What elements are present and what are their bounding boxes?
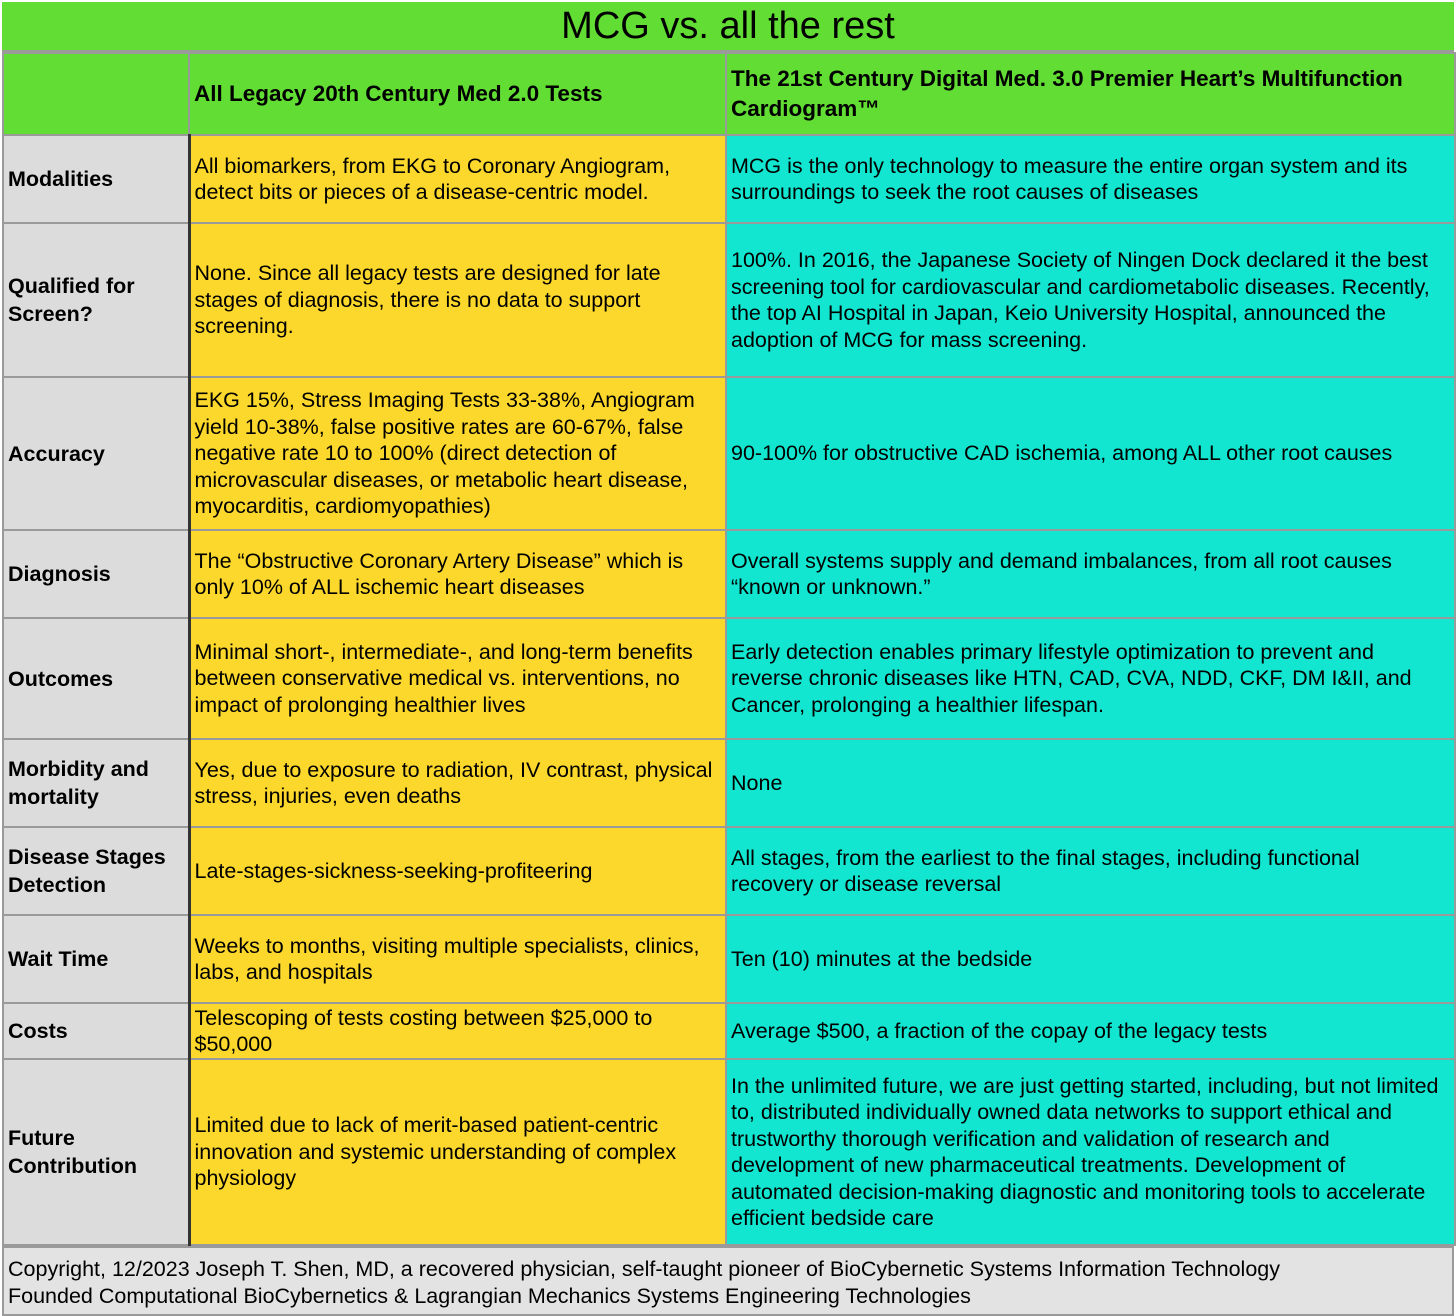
comparison-sheet: [2, 2, 1454, 1312]
table-row: [3, 915, 1455, 1003]
mcg-cell: All stages, from the earliest to the final stages, including functional recovery or disease reversal: [726, 827, 1455, 915]
comparison-table: [2, 52, 1456, 1246]
row-label: Future Contribution: [3, 1059, 189, 1245]
table-row: [3, 530, 1455, 618]
copyright-line: Copyright, 12/2023 Joseph T. Shen, MD, a recovered physician, self-taught pioneer of BioCybernetic Systems Information Technology: [8, 1257, 1280, 1281]
mcg-cell: Ten (10) minutes at the bedside: [726, 915, 1455, 1003]
header-legacy-cell: All Legacy 20th Century Med 2.0 Tests: [189, 53, 726, 135]
row-label: Costs: [3, 1003, 189, 1059]
legacy-cell: Telescoping of tests costing between $25,000 to $50,000: [189, 1003, 726, 1059]
mcg-cell: Overall systems supply and demand imbalances, from all root causes “known or unknown.”: [726, 530, 1455, 618]
title-bar: [2, 2, 1454, 52]
table-header-row: [3, 53, 1455, 135]
table-row: [3, 135, 1455, 223]
legacy-cell: The “Obstructive Coronary Artery Disease” which is only 10% of ALL ischemic heart diseases: [189, 530, 726, 618]
copyright-footer: [2, 1246, 1454, 1316]
legacy-cell: None. Since all legacy tests are designed for late stages of diagnosis, there is no data to support screening.: [189, 223, 726, 377]
row-label: Qualified for Screen?: [3, 223, 189, 377]
mcg-cell: Average $500, a fraction of the copay of the legacy tests: [726, 1003, 1455, 1059]
row-label: Modalities: [3, 135, 189, 223]
row-label: Wait Time: [3, 915, 189, 1003]
legacy-cell: Minimal short-, intermediate-, and long-term benefits between conservative medical vs. interventions, no impact of prolonging healthier lives: [189, 618, 726, 739]
mcg-cell: In the unlimited future, we are just getting started, including, but not limited to, distributed individually owned data networks to support ethical and trustworthy thorough verification and validation of research and development of new pharmaceutical treatments. Development of automated decision-making diagnostic and monitoring tools to accelerate efficient bedside care: [726, 1059, 1455, 1245]
row-label: Disease Stages Detection: [3, 827, 189, 915]
founded-line: Founded Computational BioCybernetics & Lagrangian Mechanics Systems Engineering Technologies: [8, 1284, 971, 1308]
row-label: Diagnosis: [3, 530, 189, 618]
table-row: [3, 618, 1455, 739]
table-row: [3, 1059, 1455, 1245]
page-title: MCG vs. all the rest: [561, 5, 895, 47]
header-label-cell: [3, 53, 189, 135]
legacy-cell: Weeks to months, visiting multiple specialists, clinics, labs, and hospitals: [189, 915, 726, 1003]
row-label: Outcomes: [3, 618, 189, 739]
table-row: [3, 377, 1455, 530]
legacy-cell: Late-stages-sickness-seeking-profiteering: [189, 827, 726, 915]
legacy-cell: Yes, due to exposure to radiation, IV contrast, physical stress, injuries, even deaths: [189, 739, 726, 827]
legacy-cell: All biomarkers, from EKG to Coronary Angiogram, detect bits or pieces of a disease-centric model.: [189, 135, 726, 223]
legacy-cell: EKG 15%, Stress Imaging Tests 33-38%, Angiogram yield 10-38%, false positive rates are 60-67%, false negative rate 10 to 100% (direct detection of microvascular diseases, or metabolic heart disease, myocarditis, cardiomyopathies): [189, 377, 726, 530]
table-row: [3, 1003, 1455, 1059]
row-label: Morbidity and mortality: [3, 739, 189, 827]
mcg-cell: 100%. In 2016, the Japanese Society of Ningen Dock declared it the best screening tool for cardiovascular and cardiometabolic diseases. Recently, the top AI Hospital in Japan, Keio University Hospital, announced the adoption of MCG for mass screening.: [726, 223, 1455, 377]
header-mcg-cell: The 21st Century Digital Med. 3.0 Premier Heart’s Multifunction Cardiogram™: [726, 53, 1455, 135]
mcg-cell: 90-100% for obstructive CAD ischemia, among ALL other root causes: [726, 377, 1455, 530]
row-label: Accuracy: [3, 377, 189, 530]
table-row: [3, 739, 1455, 827]
mcg-cell: Early detection enables primary lifestyle optimization to prevent and reverse chronic diseases like HTN, CAD, CVA, NDD, CKF, DM I&II, and Cancer, prolonging a healthier lifespan.: [726, 618, 1455, 739]
legacy-cell: Limited due to lack of merit-based patient-centric innovation and systemic understanding of complex physiology: [189, 1059, 726, 1245]
table-row: [3, 223, 1455, 377]
table-row: [3, 827, 1455, 915]
mcg-cell: None: [726, 739, 1455, 827]
mcg-cell: MCG is the only technology to measure the entire organ system and its surroundings to seek the root causes of diseases: [726, 135, 1455, 223]
